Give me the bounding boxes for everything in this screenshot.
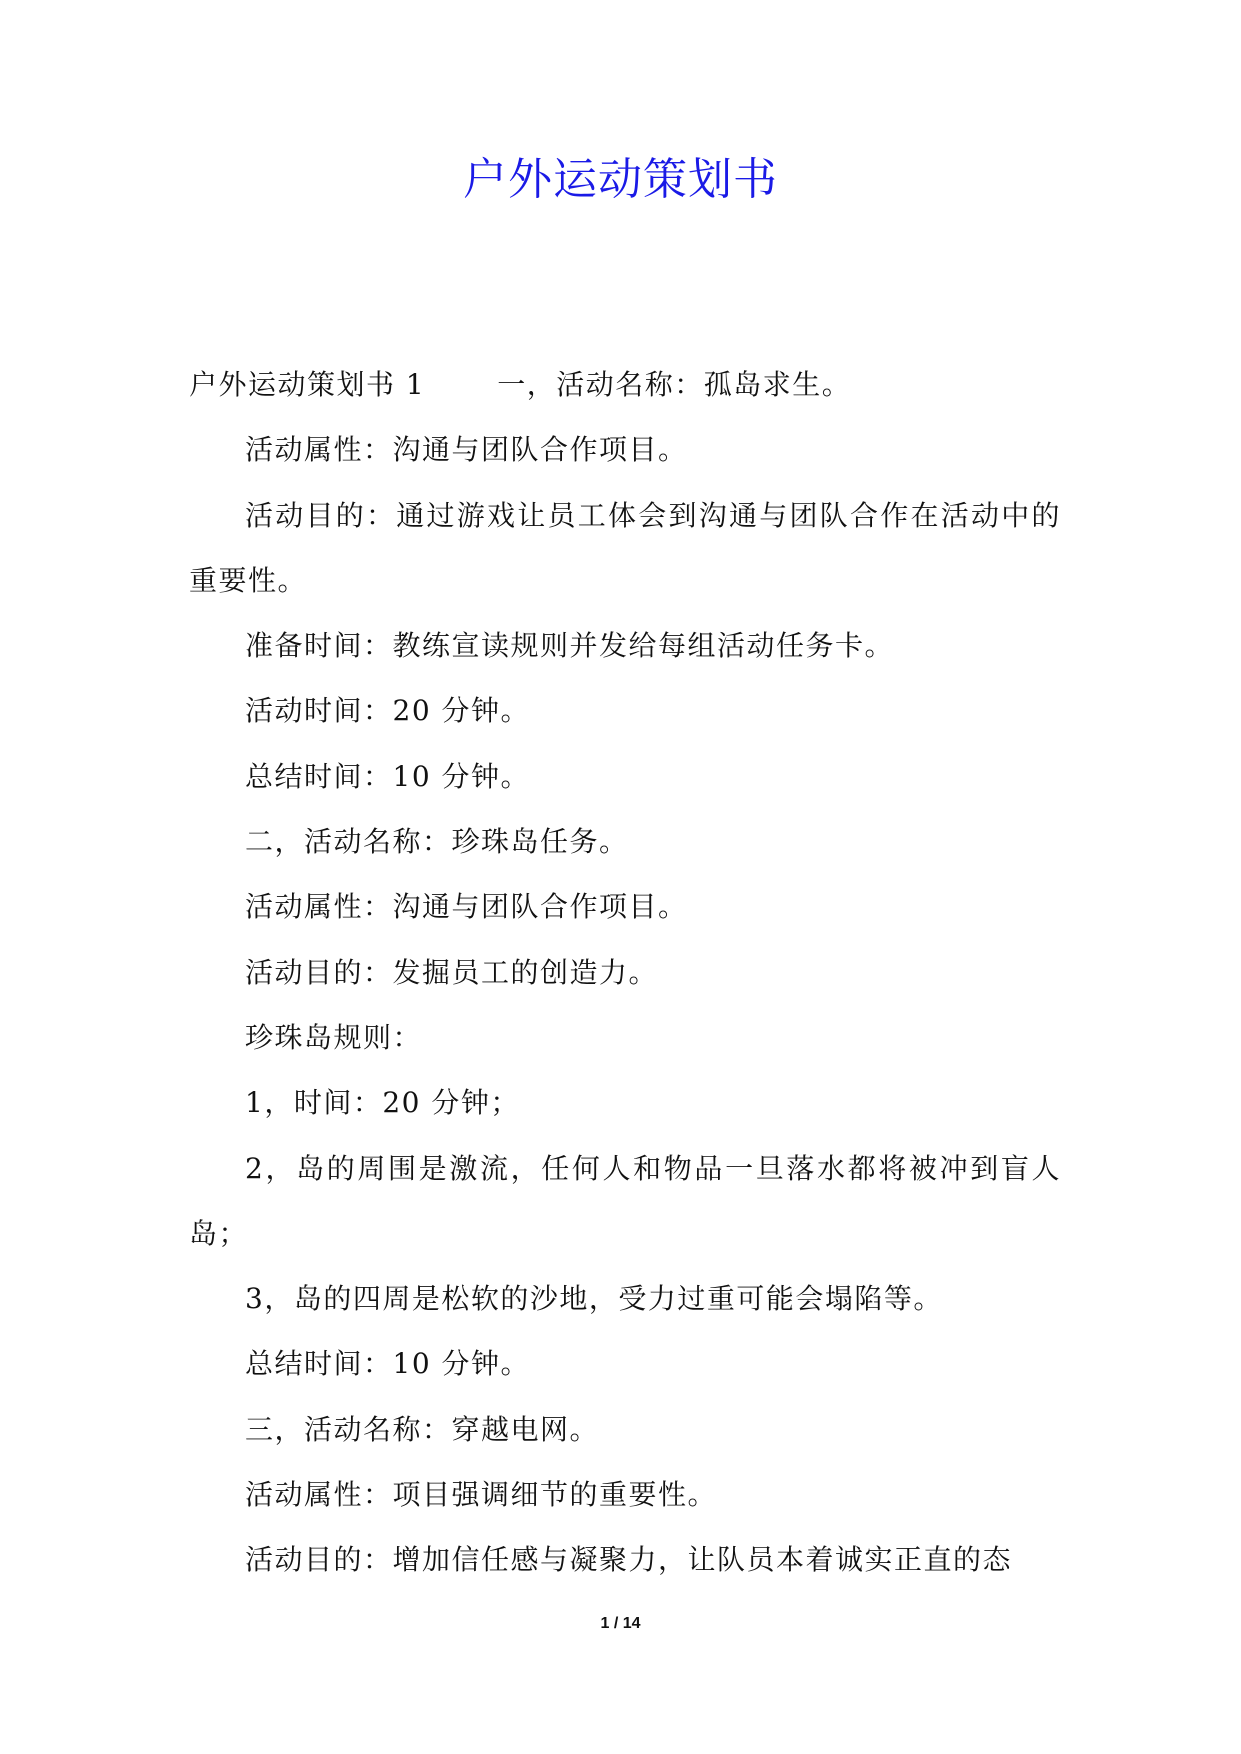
paragraph: 活动属性：沟通与团队合作项目。 [245, 433, 688, 467]
paragraph: 珍珠岛规则： [245, 1020, 423, 1054]
first-line [189, 352, 1061, 417]
paragraph: 活动时间：20 分钟。 [245, 694, 531, 728]
paragraph: 活动属性：项目强调细节的重要性。 [245, 1478, 718, 1512]
document-title: 户外运动策划书 [463, 154, 778, 205]
first-line-text: 一，活动名称：孤岛求生。 [497, 368, 852, 401]
paragraph: 三，活动名称：穿越电网。 [245, 1412, 600, 1446]
page-number: 1 / 14 [600, 1615, 641, 1632]
paragraph: 活动目的：增加信任感与凝聚力，让队员本着诚实正直的态 [245, 1543, 1013, 1577]
document-body [189, 352, 1061, 1593]
paragraph: 总结时间：10 分钟。 [245, 759, 531, 793]
paragraph: 准备时间：教练宣读规则并发给每组活动任务卡。 [245, 629, 895, 663]
paragraph: 二，活动名称：珍珠岛任务。 [245, 825, 629, 859]
paragraph: 2，岛的周围是激流，任何人和物品一旦落水都将被冲到盲人岛； [189, 1151, 1061, 1250]
paragraph: 活动目的：发掘员工的创造力。 [245, 955, 659, 989]
section-heading: 户外运动策划书 1 [189, 368, 426, 401]
paragraph: 3，岛的四周是松软的沙地，受力过重可能会塌陷等。 [245, 1282, 943, 1316]
paragraph: 总结时间：10 分钟。 [245, 1347, 531, 1381]
paragraph: 活动属性：沟通与团队合作项目。 [245, 890, 688, 924]
paragraph: 1，时间：20 分钟； [245, 1086, 520, 1120]
paragraph: 活动目的：通过游戏让员工体会到沟通与团队合作在活动中的重要性。 [189, 498, 1061, 597]
